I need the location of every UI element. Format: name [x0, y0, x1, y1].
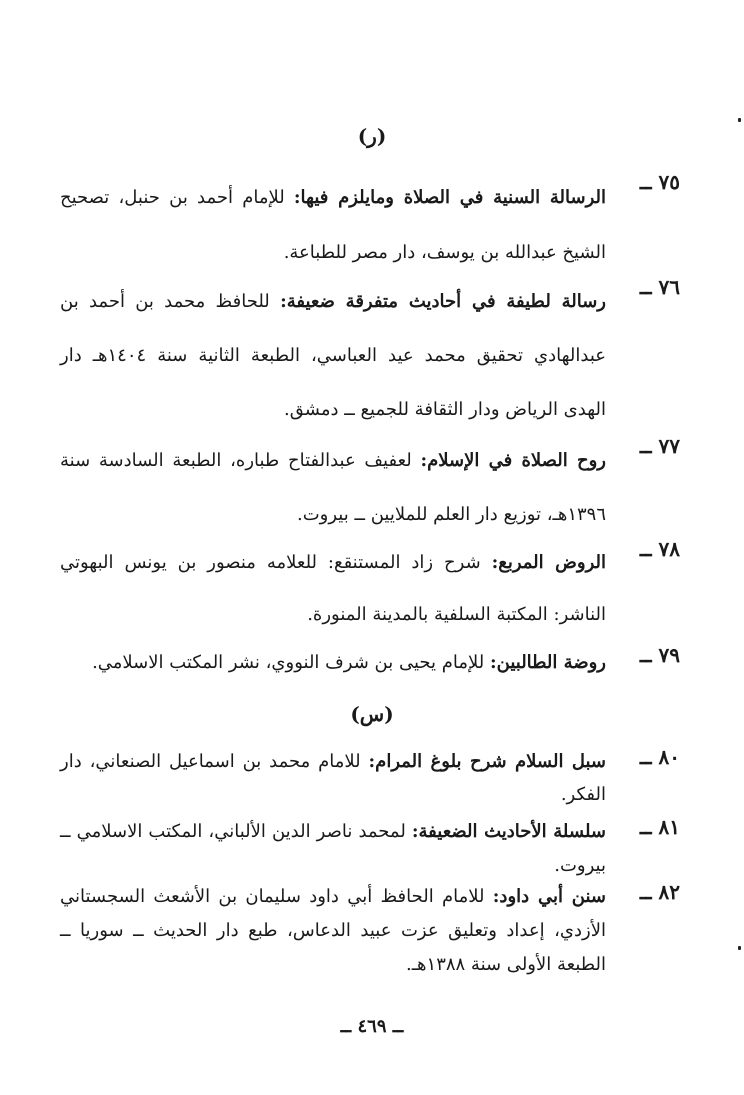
bibliography-entry-80: [60, 745, 680, 811]
entry-text: للامام الحافظ أبي داود سليمان بن الأشعث السجستاني الأزدي، إعداد وتعليق عزت عبيد الدعاس، طبع دار الحديث ــ سوريا ــ الطبعة الأولى سنة ١٣٨٨هـ.: [60, 886, 606, 975]
bibliography-entry-76: [60, 275, 680, 437]
entry-number: ٧٥ ــ: [639, 170, 680, 194]
entry-text: للامام محمد بن اسماعيل الصنعاني، دار الفكر.: [60, 751, 606, 805]
entry-title: الرسالة السنية في الصلاة ومايلزم فيها:: [293, 187, 606, 208]
entry-body: [60, 434, 606, 542]
bibliography-entry-78: [60, 537, 680, 641]
entry-text: شرح زاد المستنقع: للعلامه منصور بن يونس البهوتي الناشر: المكتبة السلفية بالمدينة المنورة.: [60, 552, 606, 625]
entry-number: ٨٢ ــ: [639, 880, 680, 904]
entry-body: [60, 170, 606, 280]
bibliography-entry-81: [60, 815, 680, 883]
entry-number: ٨٠ ــ: [639, 745, 680, 769]
bibliography-entry-75: [60, 170, 680, 280]
entry-body: [60, 643, 606, 683]
entry-body: [60, 275, 606, 437]
entry-number: ٧٧ ــ: [639, 434, 680, 458]
entry-title: روضة الطالبين:: [489, 652, 606, 673]
entry-title: رسالة لطيفة في أحاديث متفرقة ضعيفة:: [280, 291, 606, 312]
entry-text: لمحمد ناصر الدين الألباني، المكتب الاسلامي ــ بيروت.: [60, 821, 606, 876]
entry-text: للإمام يحيى بن شرف النووي، نشر المكتب الاسلامي.: [92, 652, 490, 673]
scan-speck: [738, 118, 741, 122]
entry-number: ٧٨ ــ: [639, 537, 680, 561]
entry-title: الروض المربع:: [491, 552, 607, 573]
entry-title: سنن أبي داود:: [492, 886, 606, 907]
bibliography-entry-79: [60, 643, 680, 683]
entry-number: ٨١ ــ: [639, 815, 680, 839]
entry-body: [60, 815, 606, 883]
entry-body: [60, 745, 606, 811]
bibliography-entry-77: [60, 434, 680, 542]
page-number: ــ ٤٦٩ ــ: [340, 1016, 404, 1037]
entry-number: ٧٦ ــ: [639, 275, 680, 299]
section-heading-sin: (س): [350, 702, 394, 726]
scan-speck: [738, 946, 741, 950]
entry-number: ٧٩ ــ: [639, 643, 680, 667]
entry-title: سبل السلام شرح بلوغ المرام:: [368, 751, 606, 772]
entry-title: سلسلة الأحاديث الضعيفة:: [411, 821, 606, 842]
entry-text: لعفيف عبدالفتاح طباره، الطبعة السادسة سنة ١٣٩٦هـ، توزيع دار العلم للملايين ــ بيروت.: [60, 450, 606, 525]
entry-body: [60, 537, 606, 641]
entry-body: [60, 880, 606, 982]
entry-text: للإمام أحمد بن حنبل، تصحيح الشيخ عبدالله بن يوسف، دار مصر للطباعة.: [60, 187, 606, 263]
entry-title: روح الصلاة في الإسلام:: [420, 450, 607, 471]
bibliography-entry-82: [60, 880, 680, 982]
section-heading-ra: (ر): [357, 124, 387, 148]
entry-text: للحافظ محمد بن أحمد بن عبدالهادي تحقيق محمد عيد العباسي، الطبعة الثانية سنة ١٤٠٤هـ دار الهدى الرياض ودار الثقافة للجميع ــ دمشق.: [60, 291, 606, 420]
